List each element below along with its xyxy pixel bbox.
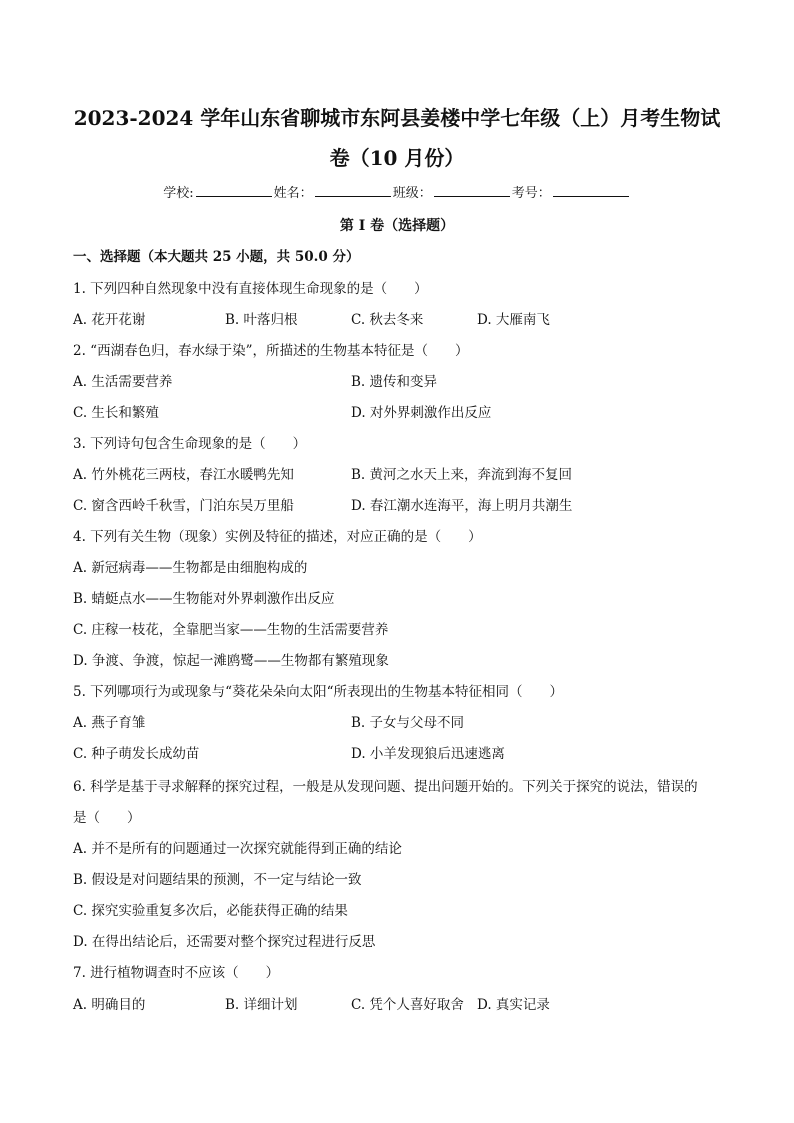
question-7-option-d: D. 真实记录 — [477, 997, 550, 1013]
question-2-stem: 2. “西湖春色归，春水绿于染”，所描述的生物基本特征是（ ） — [73, 343, 469, 359]
question-1-option-c: C. 秋去冬来 — [351, 312, 424, 328]
name-blank[interactable] — [315, 184, 391, 197]
question-1-stem: 1. 下列四种自然现象中没有直接体现生命现象的是（ ） — [73, 281, 428, 297]
question-4-option-b: B. 蜻蜓点水——生物能对外界刺激作出反应 — [73, 591, 335, 607]
question-2-option-d: D. 对外界刺激作出反应 — [351, 405, 492, 421]
question-1-option-a: A. 花开花谢 — [73, 312, 146, 328]
question-5-option-b: B. 子女与父母不同 — [351, 715, 465, 731]
name-label: 姓名： — [273, 186, 313, 201]
class-label: 班级： — [392, 186, 432, 201]
question-2-option-a: A. 生活需要营养 — [73, 374, 173, 390]
exam-title-line2: 卷（10 月份） — [329, 146, 465, 170]
question-6-option-d: D. 在得出结论后，还需要对整个探究过程进行反思 — [73, 934, 376, 950]
question-7-option-a: A. 明确目的 — [73, 997, 146, 1013]
question-2-option-b: B. 遗传和变异 — [351, 374, 438, 390]
question-6-option-b: B. 假设是对问题结果的预测，不一定与结论一致 — [73, 872, 362, 888]
question-7-option-b: B. 详细计划 — [225, 997, 298, 1013]
part-heading: 一、选择题（本大题共 25 小题，共 50.0 分） — [73, 249, 360, 265]
school-blank[interactable] — [196, 184, 272, 197]
question-4-option-c: C. 庄稼一枝花，全靠肥当家——生物的生活需要营养 — [73, 622, 389, 638]
section-heading: 第 I 卷（选择题） — [339, 218, 455, 234]
question-6-stem: 6. 科学是基于寻求解释的探究过程，一般是从发现问题、提出问题开始的。下列关于探究的说法，错误的 — [73, 779, 698, 795]
number-label: 考号： — [511, 186, 551, 201]
student-info-line — [0, 184, 794, 204]
question-5-stem: 5. 下列哪项行为或现象与“葵花朵朵向太阳“所表现出的生物基本特征相同（ ） — [73, 684, 563, 700]
question-4-stem: 4. 下列有关生物（现象）实例及特征的描述，对应正确的是（ ） — [73, 529, 482, 545]
question-4-option-a: A. 新冠病毒——生物都是由细胞构成的 — [73, 560, 308, 576]
question-2-option-c: C. 生长和繁殖 — [73, 405, 159, 421]
question-3-option-d: D. 春江潮水连海平，海上明月共潮生 — [351, 498, 573, 514]
question-3-option-a: A. 竹外桃花三两枝，春江水暖鸭先知 — [73, 467, 294, 483]
class-blank[interactable] — [434, 184, 510, 197]
question-7-stem: 7. 进行植物调查时不应该（ ） — [73, 965, 280, 981]
question-3-option-b: B. 黄河之水天上来，奔流到海不复回 — [351, 467, 573, 483]
question-3-stem: 3. 下列诗句包含生命现象的是（ ） — [73, 436, 307, 452]
question-1-option-d: D. 大雁南飞 — [477, 312, 550, 328]
question-5-option-a: A. 燕子育雏 — [73, 715, 146, 731]
question-5-option-d: D. 小羊发现狼后迅速逃离 — [351, 746, 505, 762]
question-7-option-c: C. 凭个人喜好取舍 — [351, 997, 464, 1013]
question-6-option-a: A. 并不是所有的问题通过一次探究就能得到正确的结论 — [73, 841, 402, 857]
exam-title-line1: 2023-2024 学年山东省聊城市东阿县姜楼中学七年级（上）月考生物试 — [73, 106, 721, 130]
question-4-option-d: D. 争渡、争渡，惊起一滩鸥鹭——生物都有繁殖现象 — [73, 653, 389, 669]
school-label: 学校: — [163, 186, 194, 201]
question-5-option-c: C. 种子萌发长成幼苗 — [73, 746, 200, 762]
question-6-option-c: C. 探究实验重复多次后，必能获得正确的结果 — [73, 903, 348, 919]
question-6-stem-continued: 是（ ） — [73, 810, 141, 826]
question-1-option-b: B. 叶落归根 — [225, 312, 298, 328]
number-blank[interactable] — [553, 184, 629, 197]
question-3-option-c: C. 窗含西岭千秋雪，门泊东吴万里船 — [73, 498, 294, 514]
